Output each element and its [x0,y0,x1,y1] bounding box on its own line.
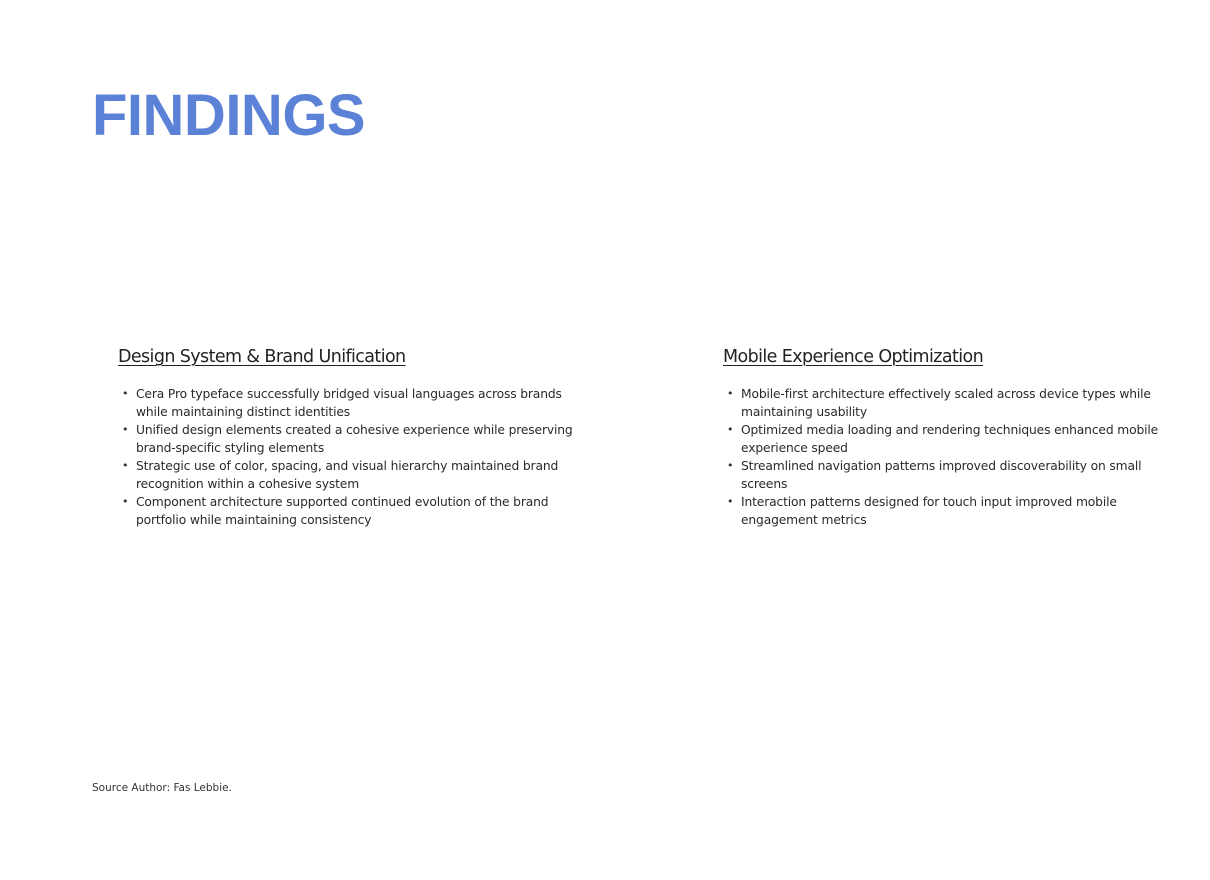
list-item: • Strategic use of color, spacing, and visual hierarchy maintained brand recognition within a cohesive system [118,457,578,493]
section-heading: Design System & Brand Unification [118,347,406,367]
list-item: • Cera Pro typeface successfully bridged visual languages across brands while maintaining distinct identities [118,385,578,421]
page-title: FINDINGS [92,83,366,148]
list-item: • Unified design elements created a cohesive experience while preserving brand-specific styling elements [118,421,578,457]
list-item: • Streamlined navigation patterns improved discoverability on small screens [723,457,1168,493]
section-heading: Mobile Experience Optimization [723,347,984,367]
list-item: • Optimized media loading and rendering techniques enhanced mobile experience speed [723,421,1168,457]
list-item: • Component architecture supported continued evolution of the brand portfolio while maintaining consistency [118,493,578,529]
list-item: • Interaction patterns designed for touch input improved mobile engagement metrics [723,493,1168,529]
list-item: • Mobile-first architecture effectively scaled across device types while maintaining usability [723,385,1168,421]
bullet-list [118,385,578,529]
section-design-system [118,344,578,529]
source-note: Source Author: Fas Lebbie. [92,782,232,794]
section-mobile-experience [723,344,1168,529]
bullet-list [723,385,1168,529]
